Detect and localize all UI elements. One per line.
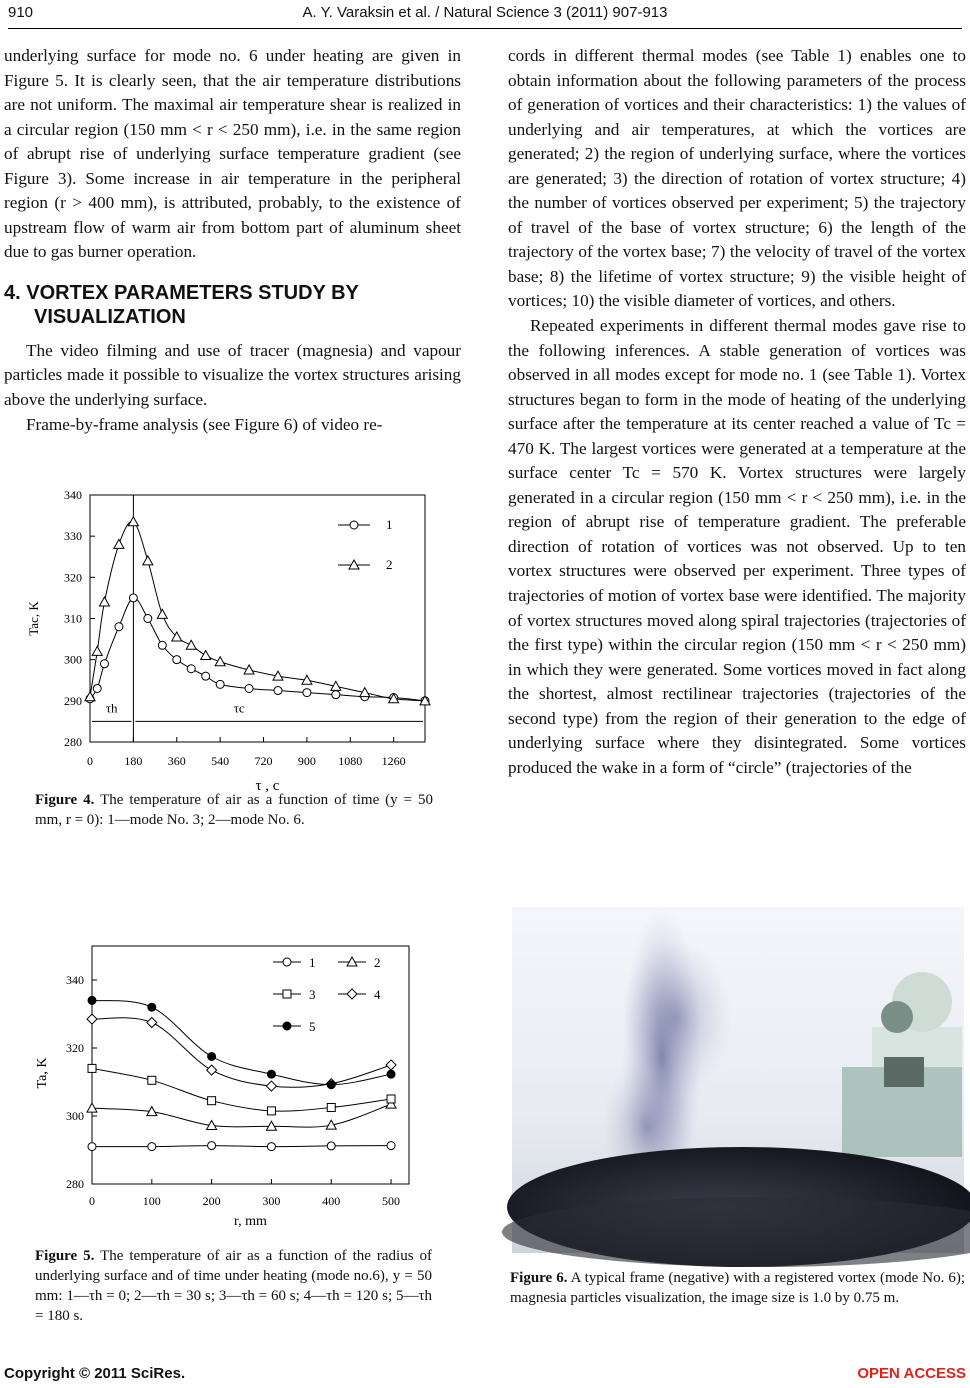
- copyright: Copyright © 2011 SciRes.: [4, 1365, 186, 1382]
- y-tick-label: 340: [64, 488, 82, 502]
- y-tick-label: 300: [64, 652, 82, 667]
- series-5-point: [327, 1081, 335, 1089]
- section-heading-line2: VISUALIZATION: [34, 305, 186, 328]
- series-3-point: [148, 1076, 156, 1084]
- y-tick-label: 300: [66, 1109, 84, 1123]
- series-4-point: [386, 1060, 396, 1070]
- page-header: [8, 4, 962, 24]
- series-1-point: [245, 684, 253, 692]
- series-3-line: [92, 1068, 391, 1111]
- x-tick-label: 360: [167, 754, 186, 768]
- y-tick-label: 320: [66, 1041, 84, 1055]
- series-1-point: [144, 615, 152, 623]
- series-1-point: [267, 1143, 275, 1151]
- y-tick-label: 290: [64, 693, 82, 708]
- legend-label: 2: [386, 557, 393, 572]
- series-5-point: [148, 1003, 156, 1011]
- series-2-point: [215, 657, 225, 666]
- x-tick-label: 300: [262, 1194, 281, 1208]
- figure6-photo: [512, 907, 964, 1253]
- right-column: [508, 44, 966, 780]
- paragraph: Frame-by-frame analysis (see Figure 6) of video re-: [26, 414, 383, 434]
- series-3-point: [88, 1064, 96, 1072]
- left-column: [4, 44, 461, 437]
- series-2-point: [186, 640, 196, 649]
- legend-label: 4: [374, 987, 381, 1002]
- legend-label: 5: [309, 1019, 316, 1034]
- series-1-point: [100, 660, 108, 668]
- series-3-point: [208, 1097, 216, 1105]
- running-title: A. Y. Varaksin et al. / Natural Science 3 (2011) 907-913: [302, 4, 668, 21]
- series-4-point: [266, 1081, 276, 1091]
- page-number: 910: [8, 4, 34, 21]
- legend-marker: [350, 521, 358, 529]
- x-tick-label: 720: [254, 754, 273, 768]
- legend-marker: [283, 958, 291, 966]
- legend-label: 3: [309, 987, 316, 1002]
- x-tick-label: 1080: [338, 754, 363, 768]
- series-2-point: [114, 539, 124, 548]
- figure4-caption-text: The temperature of air as a function of time (y = 50 mm, r = 0): 1—mode No. 3; 2—mode No. 6.: [35, 792, 434, 828]
- figure6-caption-text: A typical frame (negative) with a registered vortex (mode No. 6); magnesia particles visualization, the image size is 1.0 by 0.75 m.: [510, 1270, 965, 1306]
- figure5-caption-text: The temperature of air as a function of the radius of underlying surface and of time under heating (mode no.6), y = 50 mm: 1—τh = 0; 2—τh = 30 s; 3—τh = 60 s; 4—τh = 120 s; 5—τh = 180 s.: [35, 1248, 433, 1324]
- plot-frame: [92, 946, 409, 1184]
- series-1-point: [274, 687, 282, 695]
- y-tick-label: 280: [64, 735, 82, 749]
- series-1-point: [158, 641, 166, 649]
- series-5-line: [92, 1000, 391, 1084]
- annotation-tau-h: τh: [105, 700, 118, 716]
- x-tick-label: 0: [89, 1194, 95, 1208]
- x-tick-label: 180: [124, 754, 143, 768]
- series-1-point: [208, 1142, 216, 1150]
- series-1-point: [187, 665, 195, 673]
- series-2-point: [99, 597, 109, 606]
- series-3-point: [327, 1104, 335, 1112]
- series-1-line: [92, 1146, 391, 1147]
- figure4-caption-label: Figure 4.: [35, 792, 95, 808]
- series-4-point: [87, 1014, 97, 1024]
- series-2-line: [90, 521, 425, 700]
- y-axis-label: Ta, K: [35, 1057, 50, 1089]
- series-1-point: [173, 656, 181, 664]
- series-1-line: [90, 598, 425, 701]
- figure5-chart: [20, 938, 440, 1234]
- series-4-point: [207, 1065, 217, 1075]
- paragraph: underlying surface for mode no. 6 under heating are given in Figure 5. It is clearly seen, that the air temperature distributions are not uniform. The maximal air temperature shear is realized in a circular region (150 mm < r < 250 mm), i.e. in the same region of abrupt rise of underlying surface temperature gradient (see Figure 3). Some increase in air temperature in the peripheral region (r > 400 mm), is attributed, probably, to the existence of upstream flow of warm air from bottom part of aluminum sheet due to gas burner operation.: [4, 46, 461, 262]
- legend-marker: [283, 1022, 291, 1030]
- section-heading: [4, 281, 461, 329]
- x-axis-label: r, mm: [234, 1214, 267, 1229]
- series-1-point: [387, 1142, 395, 1150]
- annotation-tau-c: τc: [233, 700, 245, 716]
- series-2-point: [143, 556, 153, 565]
- series-1-point: [88, 1143, 96, 1151]
- series-4-point: [147, 1018, 157, 1028]
- x-tick-label: 500: [382, 1194, 401, 1208]
- series-5-point: [88, 996, 96, 1004]
- figure4-chart: [20, 478, 460, 794]
- series-5-point: [208, 1053, 216, 1061]
- paragraph: Repeated experiments in different thermal modes gave rise to the following inferences. A stable generation of vortices was observed in all modes except for mode no. 1 (see Table 1). Vortex structures began to form in the mode of heating of the underlying surface after the temperature at its center reached a value of Tc = 470 K. The largest vortices were generated at a temperature at the surface center Tc = 570 K. Vortex structures were largely generated in a circular region (150 mm < r < 250 mm), i.e. in the region of abrupt rise of temperature gradient. The preferable direction of rotation of vortices was not observed. Up to ten vortex structures were observed per experiment. Three types of trajectories of motion of vortex base were identified. The majority of vortex structures moved along spiral trajectories (trajectories of the first type) within the circular region (150 mm < r < 250 mm) in which they were generated. Some vortices moved in fact along the shortest, almost rectilinear trajectories (trajectories of the second type) from the region of their generation to the edge of underlying surface where they disintegrated. Some vortices produced the wake in a form of “circle” (trajectories of the: [508, 316, 966, 777]
- series-3-point: [267, 1107, 275, 1115]
- figure5-caption-label: Figure 5.: [35, 1248, 95, 1264]
- series-2-point: [128, 517, 138, 526]
- series-1-point: [332, 691, 340, 699]
- series-1-point: [115, 623, 123, 631]
- series-1-point: [216, 680, 224, 688]
- series-1-point: [93, 684, 101, 692]
- x-tick-label: 900: [297, 754, 316, 768]
- series-1-point: [327, 1142, 335, 1150]
- series-1-point: [303, 689, 311, 697]
- paragraph: The video filming and use of tracer (magnesia) and vapour particles made it possible to visualize the vortex structures arising above the underlying surface.: [4, 340, 461, 410]
- legend-label: 2: [374, 955, 381, 970]
- series-5-point: [387, 1070, 395, 1078]
- y-tick-label: 320: [64, 570, 82, 585]
- x-tick-label: 400: [322, 1194, 341, 1208]
- vortex-photo-image: [512, 907, 964, 1253]
- series-5-point: [267, 1070, 275, 1078]
- header-rule: [8, 28, 962, 29]
- y-tick-label: 280: [66, 1177, 84, 1191]
- x-tick-label: 1260: [381, 754, 406, 768]
- legend-marker: [283, 990, 291, 998]
- figure5-caption: [35, 1246, 432, 1326]
- open-access-label: OPEN ACCESS: [857, 1365, 966, 1382]
- plot-frame: [90, 495, 425, 742]
- figure4-caption: [35, 790, 433, 830]
- series-1-point: [129, 594, 137, 602]
- x-axis-label: τ , c: [255, 778, 280, 794]
- series-2-point: [266, 1121, 276, 1130]
- series-2-point: [201, 651, 211, 660]
- series-2-point: [87, 1103, 97, 1112]
- y-axis-label: Tac, K: [26, 601, 41, 636]
- legend-label: 1: [386, 517, 393, 532]
- series-1-point: [202, 672, 210, 680]
- figure6-caption-label: Figure 6.: [510, 1270, 568, 1286]
- y-tick-label: 330: [64, 529, 82, 544]
- x-tick-label: 200: [202, 1194, 221, 1208]
- x-tick-label: 540: [211, 754, 230, 768]
- section-heading-line1: 4. VORTEX PARAMETERS STUDY BY: [4, 281, 359, 304]
- x-tick-label: 100: [142, 1194, 161, 1208]
- series-2-point: [157, 609, 167, 618]
- y-tick-label: 310: [64, 611, 82, 626]
- x-tick-label: 0: [87, 754, 93, 768]
- series-2-point: [92, 646, 102, 655]
- legend-label: 1: [309, 955, 316, 970]
- figure6-caption: [510, 1268, 965, 1308]
- series-1-point: [148, 1143, 156, 1151]
- paragraph: cords in different thermal modes (see Table 1) enables one to obtain information about the following parameters of the process of generation of vortices and their characteristics: 1) the values of underlying and air temperatures, at which the vortices are generated; 2) the region of underlying surface, where the vortices are generated; 3) the direction of rotation of vortex structure; 4) the number of vortices observed per experiment; 5) the trajectory of travel of the base of vortex structure; 6) the length of the trajectory of the vortex base; 7) the velocity of travel of the vortex base; 8) the lifetime of vortex structure; 9) the visible height of vortices; 10) the visible diameter of vortices, and others.: [508, 46, 966, 311]
- series-3-point: [387, 1095, 395, 1103]
- y-tick-label: 340: [66, 973, 84, 987]
- legend-marker: [347, 989, 357, 999]
